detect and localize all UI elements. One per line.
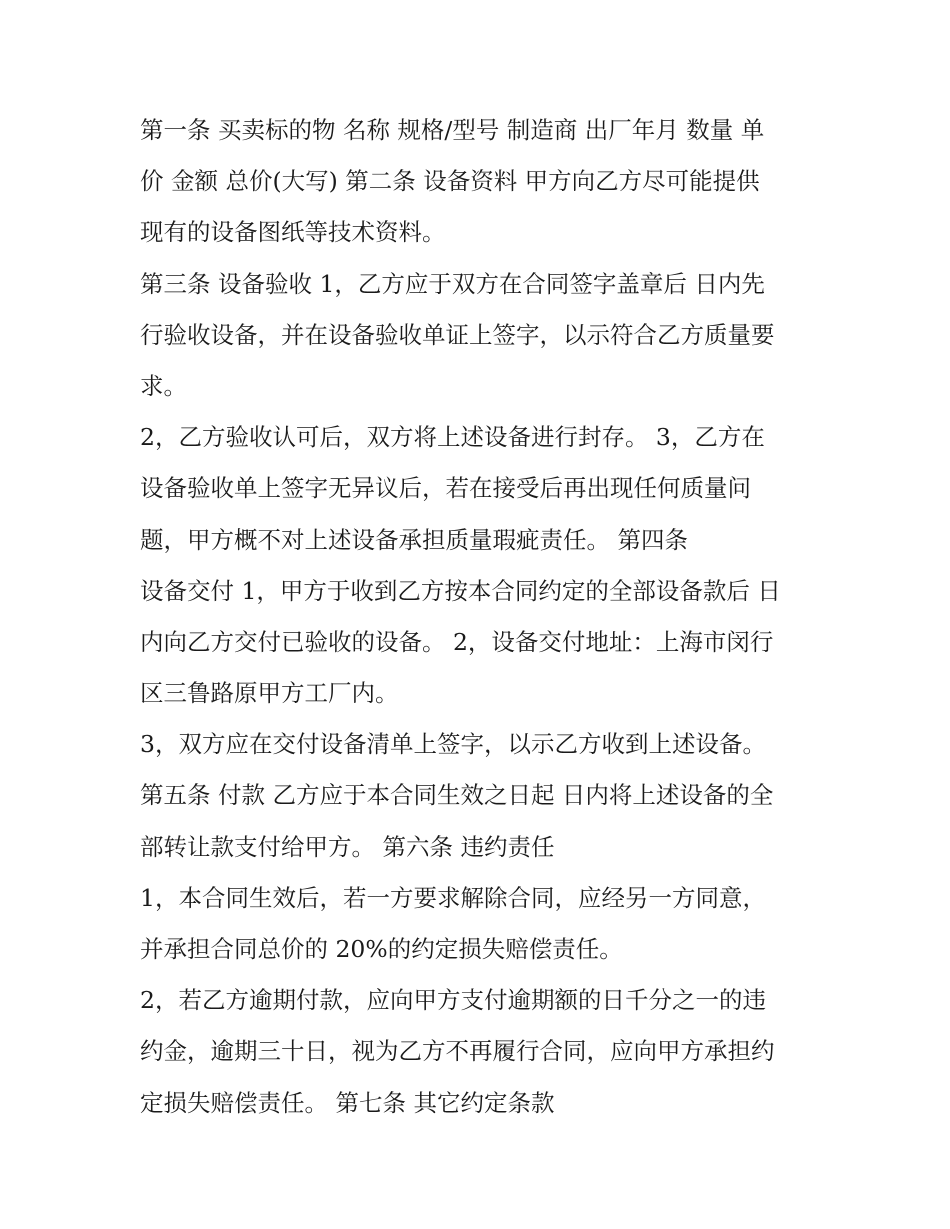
text-line: 第三条 设备验收 1，乙方应于双方在合同签字盖章后 日内先: [140, 269, 765, 298]
text-line: 定损失赔偿责任。 第七条 其它约定条款: [140, 1088, 555, 1117]
text-line: 设备交付 1，甲方于收到乙方按本合同约定的全部设备款后 日: [140, 576, 781, 605]
text-line: 部转让款支付给甲方。 第六条 违约责任: [140, 832, 555, 861]
text-line: 求。: [140, 371, 187, 400]
text-line: 1，本合同生效后，若一方要求解除合同，应经另一方同意，: [140, 883, 766, 912]
text-line: 第一条 买卖标的物 名称 规格/型号 制造商 出厂年月 数量 单: [140, 116, 765, 144]
text-line: 约金，逾期三十日，视为乙方不再履行合同，应向甲方承担约: [140, 1037, 775, 1066]
contract-text: [140, 105, 820, 1129]
text-line: 行验收设备，并在设备验收单证上签字，以示符合乙方质量要: [140, 320, 775, 349]
text-line: 内向乙方交付已验收的设备。 2，设备交付地址：上海市闵行: [140, 627, 774, 656]
text-line: 价 金额 总价(大写) 第二条 设备资料 甲方向乙方尽可能提供: [140, 167, 760, 196]
text-line: 设备验收单上签字无异议后，若在接受后再出现任何质量问: [140, 474, 751, 503]
text-line: 区三鲁路原甲方工厂内。: [140, 679, 399, 708]
text-line: 2，若乙方逾期付款，应向甲方支付逾期额的日千分之一的违: [140, 986, 766, 1015]
text-line: 3，双方应在交付设备清单上签字，以示乙方收到上述设备。: [140, 730, 766, 759]
text-line: 并承担合同总价的 20%的约定损失赔偿责任。: [140, 935, 623, 963]
text-line: 题，甲方概不对上述设备承担质量瑕疵责任。 第四条: [140, 525, 688, 554]
text-line: 现有的设备图纸等技术资料。: [140, 218, 446, 247]
text-line: 2，乙方验收认可后，双方将上述设备进行封存。 3，乙方在: [140, 423, 765, 452]
text-line: 第五条 付款 乙方应于本合同生效之日起 日内将上述设备的全: [140, 781, 774, 810]
